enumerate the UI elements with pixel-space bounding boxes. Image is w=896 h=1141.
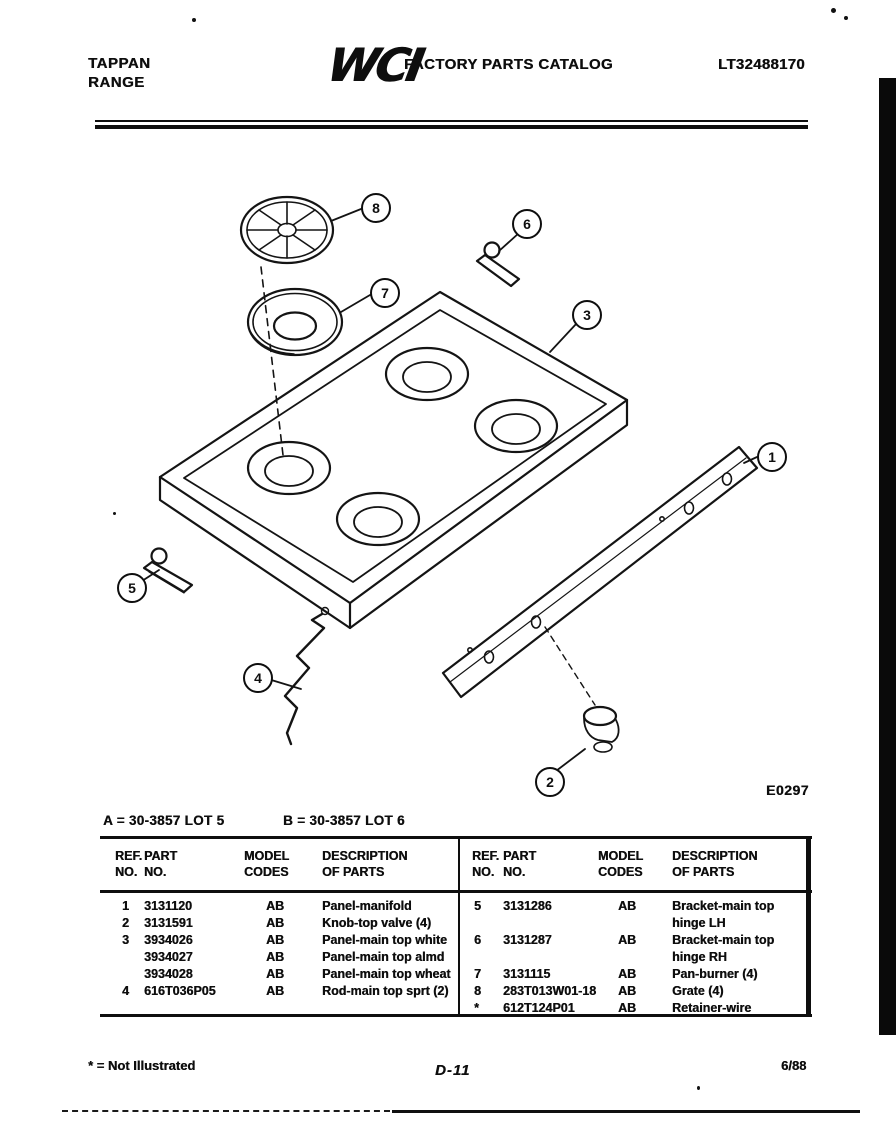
part-description: Rod-main top sprt (2) (322, 984, 449, 998)
callout-2: 2 (535, 767, 565, 797)
callout-3: 3 (572, 300, 602, 330)
issue-date: 6/88 (781, 1058, 807, 1073)
part-description: Pan-burner (4) (672, 967, 758, 981)
part-no: 3131286 (503, 899, 552, 913)
model-codes: AB (266, 916, 285, 930)
table-divider-rule (458, 836, 460, 1017)
table-right-rule (806, 836, 811, 1017)
column-header: REF. (115, 849, 143, 863)
table-row (462, 1000, 806, 1017)
model-codes: AB (266, 967, 285, 981)
table-header-rule (100, 890, 812, 893)
ref-no: 8 (474, 984, 481, 998)
header-rule (95, 120, 808, 122)
model-codes: AB (618, 1001, 637, 1015)
column-header: OF PARTS (322, 865, 385, 879)
table-header (462, 848, 806, 880)
table-row (100, 915, 458, 932)
table-top-rule (100, 836, 812, 839)
table-row (462, 983, 806, 1000)
table-row (100, 898, 458, 915)
ref-no: 2 (122, 916, 129, 930)
model-code-a: A = 30-3857 LOT 5 (103, 813, 225, 828)
hinge-bracket-rh-part (477, 243, 519, 287)
column-header: REF. (472, 849, 500, 863)
callout-5: 5 (117, 573, 147, 603)
part-no: 3934026 (144, 933, 193, 947)
part-no: 612T124P01 (503, 1001, 575, 1015)
scan-artifact (392, 1110, 860, 1113)
scan-artifact (831, 8, 836, 13)
scan-artifact (844, 16, 848, 20)
model-codes: AB (618, 984, 637, 998)
burner-opening (248, 442, 330, 494)
column-header: DESCRIPTION (672, 849, 758, 863)
part-no: 3131120 (144, 899, 192, 913)
burner-opening (386, 348, 468, 400)
model-codes: AB (618, 967, 637, 981)
column-header: NO. (472, 865, 495, 879)
pan-burner-part (248, 289, 342, 355)
parts-table-right (462, 848, 806, 1015)
publication-number: LT32488170 (718, 56, 805, 73)
part-no: 3934028 (144, 967, 193, 981)
rod-part (285, 608, 329, 745)
part-no: 283T013W01-18 (503, 984, 597, 998)
column-header: NO. (503, 865, 526, 879)
table-row (100, 932, 458, 949)
assembly-axis-line (261, 267, 283, 455)
burner-opening (475, 400, 557, 452)
table-row (462, 932, 806, 966)
callout-leader-lines (142, 209, 757, 771)
ref-no: * (474, 1001, 479, 1015)
part-no: 3131115 (503, 967, 551, 981)
knob-part (545, 627, 619, 752)
scan-artifact (697, 1086, 700, 1090)
ref-no: 6 (474, 933, 481, 947)
brand-line1: TAPPAN (88, 55, 151, 72)
hinge-bracket-lh-part (144, 549, 192, 594)
callout-6: 6 (512, 209, 542, 239)
column-header: CODES (598, 865, 643, 879)
figure-code: E0297 (766, 782, 809, 798)
part-no: 3131287 (503, 933, 552, 947)
grate-part (241, 197, 333, 263)
brand-name (88, 54, 150, 92)
part-no: 3934027 (144, 950, 193, 964)
column-header: CODES (244, 865, 289, 879)
table-body (462, 898, 806, 1017)
scan-artifact (879, 78, 896, 1035)
part-description: Panel-manifold (322, 899, 412, 913)
part-description: Bracket-main top hinge RH (672, 933, 775, 964)
part-description: Grate (4) (672, 984, 724, 998)
model-codes: AB (618, 933, 637, 947)
brand-line2: RANGE (88, 74, 145, 91)
part-no: 616T036P05 (144, 984, 216, 998)
model-codes: AB (266, 899, 285, 913)
part-description: Panel-main top wheat (322, 967, 451, 981)
not-illustrated-note: * = Not Illustrated (88, 1058, 196, 1073)
table-body (100, 898, 458, 1000)
column-header: MODEL (244, 849, 290, 863)
column-header: PART (144, 849, 178, 863)
catalog-title: FACTORY PARTS CATALOG (404, 56, 613, 73)
callout-7: 7 (370, 278, 400, 308)
ref-no: 3 (122, 933, 129, 947)
part-description: Knob-top valve (4) (322, 916, 432, 930)
callout-1: 1 (757, 442, 787, 472)
model-codes: AB (266, 984, 285, 998)
callout-4: 4 (243, 663, 273, 693)
part-no: 3131591 (144, 916, 193, 930)
part-description: Bracket-main top hinge LH (672, 899, 775, 930)
manifold-panel-part (443, 447, 757, 697)
table-row (100, 983, 458, 1000)
ref-no: 1 (122, 899, 129, 913)
column-header: NO. (115, 865, 138, 879)
table-row (462, 898, 806, 932)
model-codes: AB (266, 950, 285, 964)
header-rule (95, 125, 808, 129)
ref-no: 5 (474, 899, 481, 913)
part-description: Retainer-wire (672, 1001, 752, 1015)
column-header: PART (503, 849, 537, 863)
parts-table-left (100, 848, 458, 998)
scan-artifact (113, 512, 116, 515)
page-number: D-11 (435, 1062, 471, 1079)
table-row (100, 949, 458, 966)
scan-artifact (62, 1110, 390, 1112)
model-codes: AB (618, 899, 637, 913)
part-description: Panel-main top almd (322, 950, 445, 964)
wci-logo: WCI (323, 38, 426, 92)
table-header (100, 848, 458, 880)
model-code-b: B = 30-3857 LOT 6 (283, 813, 405, 828)
ref-no: 4 (122, 984, 129, 998)
model-codes: AB (266, 933, 285, 947)
column-header: OF PARTS (672, 865, 735, 879)
main-top-panel-part (160, 292, 627, 628)
part-description: Panel-main top white (322, 933, 448, 947)
callout-8: 8 (361, 193, 391, 223)
scan-artifact (192, 18, 196, 22)
column-header: NO. (144, 865, 167, 879)
ref-no: 7 (474, 967, 481, 981)
burner-opening (337, 493, 419, 545)
column-header: DESCRIPTION (322, 849, 408, 863)
table-row (100, 966, 458, 983)
table-row (462, 966, 806, 983)
column-header: MODEL (598, 849, 644, 863)
